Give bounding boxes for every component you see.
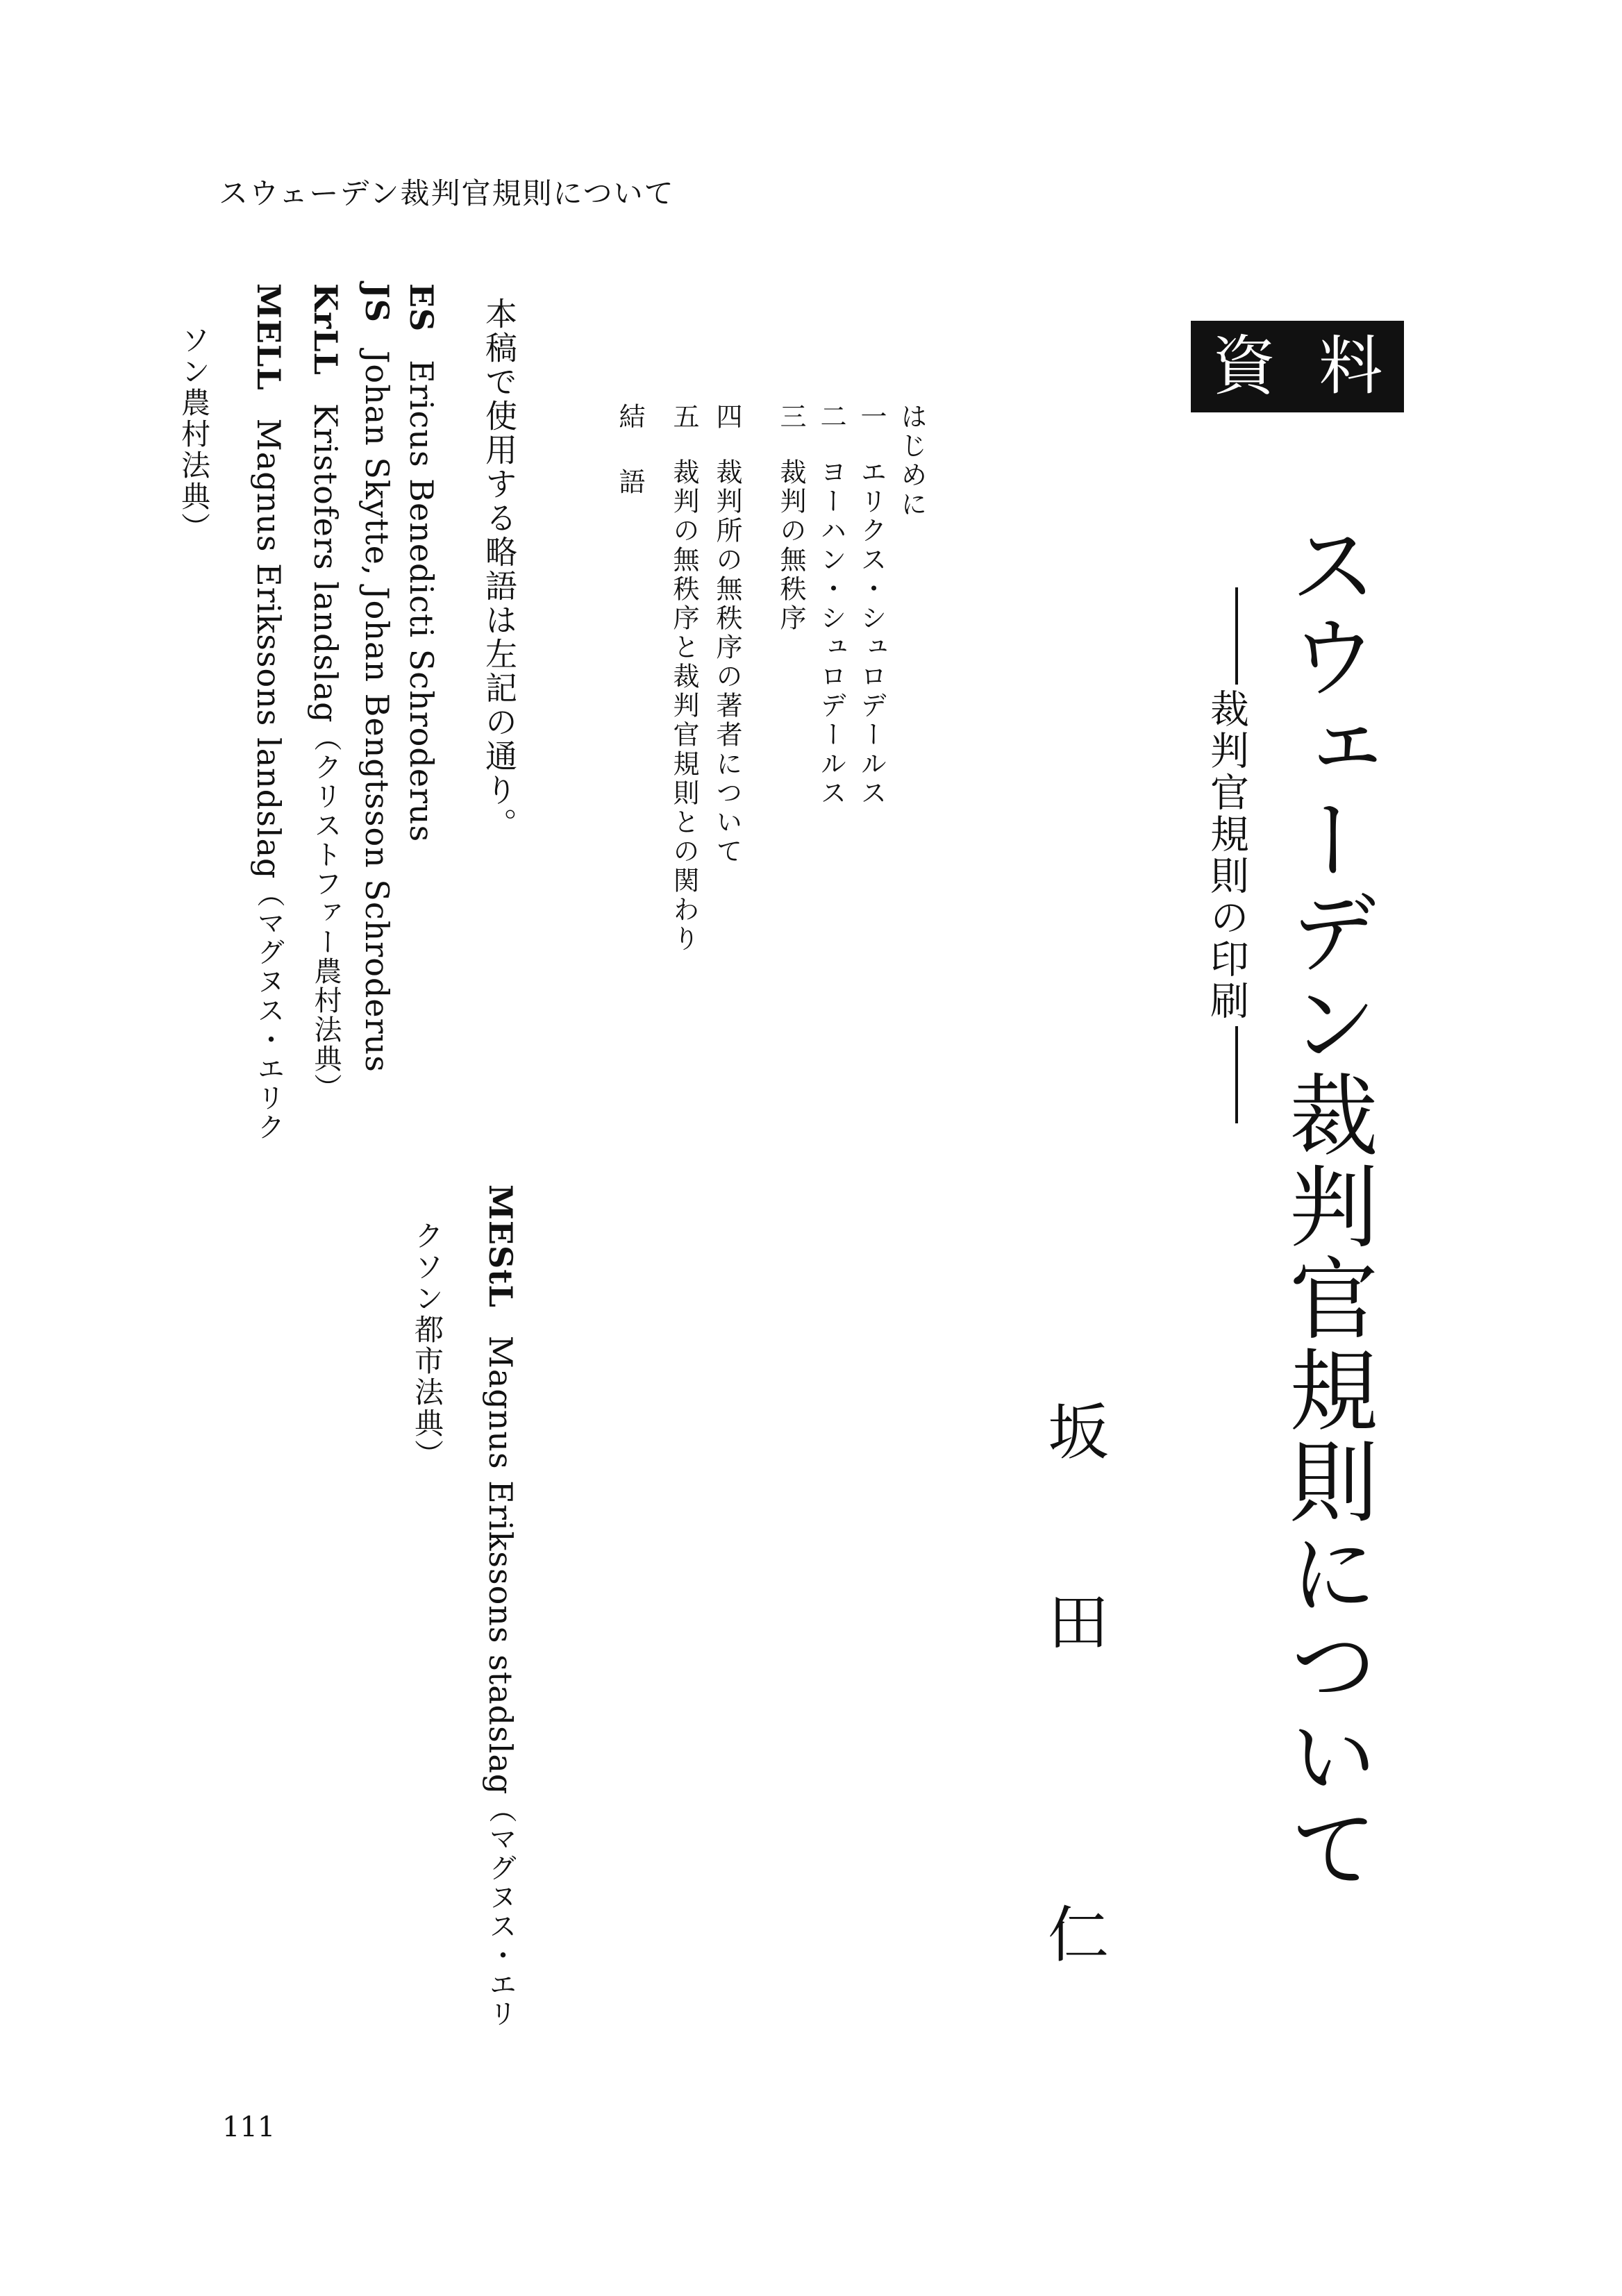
abbreviation-value: Magnus Erikssons landslag (250, 418, 287, 880)
toc-item (858, 403, 885, 808)
abbreviation-value: Magnus Erikssons stadslag (482, 1335, 519, 1795)
abbreviation-key: JS (358, 283, 396, 323)
abbreviations-intro: 本稿で使用する略語は左記の通り。 (480, 297, 518, 841)
toc-item (714, 403, 740, 866)
abbreviation-value: Ericus Benedicti Schroderus (403, 360, 440, 843)
toc-item-text: エリクス・シュロデールス (856, 458, 887, 808)
toc-item-number: 三 (776, 403, 806, 432)
section-tag (1191, 321, 1404, 412)
author-name-char-3: 仁 (1038, 1902, 1110, 1963)
abbreviation-entry (358, 283, 396, 1073)
toc-item-number: 五 (669, 403, 699, 432)
toc-conclusion (614, 403, 645, 497)
section-tag-char-1: 資 (1212, 329, 1276, 403)
running-header: スウェーデン裁判官規則について (219, 176, 675, 210)
abbreviation-value: Johan Skytte, Johan Bengtsson Schroderus (358, 350, 396, 1073)
abbreviation-note-continuation: ソン農村法典） (177, 325, 211, 544)
subtitle (1204, 583, 1249, 1128)
abbreviation-note: （マグヌス・エリ (485, 1795, 517, 2029)
toc-item-text: 裁判の無秩序 (776, 458, 806, 633)
toc-intro: はじめに (896, 403, 927, 519)
toc-item-text: 裁判所の無秩序の著者について (712, 458, 742, 866)
toc-item-number: 二 (816, 403, 846, 432)
toc-item (818, 403, 844, 808)
page-number: 111 (222, 2111, 276, 2143)
abbreviation-entry (307, 283, 344, 1103)
subtitle-dash-leading (1235, 587, 1238, 685)
subtitle-dash-trailing (1235, 1026, 1238, 1123)
abbreviation-note: （クリストファー農村法典） (310, 723, 342, 1103)
author-name-char-2: 田 (1038, 1590, 1110, 1651)
abbreviation-key: MEStL (482, 1184, 519, 1308)
toc-item-number: 四 (712, 403, 742, 432)
abbreviation-key: MELL (250, 283, 287, 391)
toc-item-text: ヨーハン・シュロデールス (816, 458, 846, 808)
abbreviation-key: KrLL (307, 283, 344, 376)
abbreviation-value: Kristofers landslag (307, 403, 344, 723)
abbreviation-key: ES (403, 283, 440, 333)
toc-item-text: 裁判の無秩序と裁判官規則との関わり (669, 458, 699, 954)
toc-conclusion-char-2: 語 (614, 468, 645, 497)
toc-item-number: 一 (856, 403, 887, 432)
article-title: スウェーデン裁判官規則について (1274, 519, 1378, 1894)
toc-item (671, 403, 697, 954)
toc-conclusion-char-1: 結 (614, 403, 645, 432)
section-tag-char-2: 料 (1319, 329, 1383, 403)
abbreviation-entry (403, 283, 440, 843)
abbreviation-note-continuation: クソン都市法典） (410, 1221, 444, 1470)
abbreviation-note: （マグヌス・エリク (253, 879, 285, 1142)
subtitle-text: 裁判官規則の印刷 (1204, 689, 1249, 1022)
author-name-char-1: 坂 (1038, 1400, 1110, 1461)
abbreviation-entry (482, 1184, 519, 2029)
abbreviation-entry (250, 283, 287, 1142)
toc-item (778, 403, 804, 633)
